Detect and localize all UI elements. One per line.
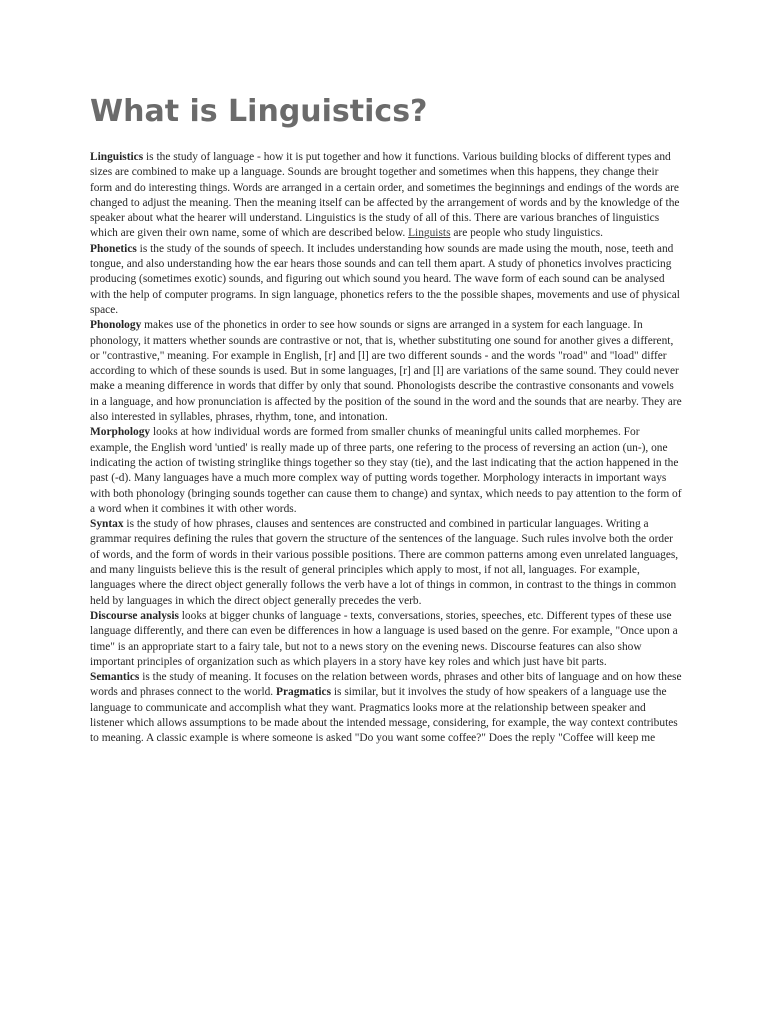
term-linguistics: Linguistics xyxy=(90,151,144,163)
term-syntax: Syntax xyxy=(90,518,124,531)
term-morphology: Morphology xyxy=(90,426,151,439)
paragraph-discourse-analysis xyxy=(90,609,682,670)
paragraph-text: is the study of language - how it is put together and how it functions. Various building blocks of different types and sizes are combined to make up a language. Sounds are brought together and sometimes when this happens, they change their form and do interesting things. Words are arranged in a certain order, and sometimes the beginnings and endings of the words are changed to adjust the meaning. Then the meaning itself can be affected by the arrangement of words and by the knowledge of the speaker about what the hearer will understand. Linguistics is the study of all of this. There are various branches of linguistics which are given their own name, some of which are described below. xyxy=(90,151,680,240)
term-phonology: Phonology xyxy=(90,319,142,332)
paragraph-morphology xyxy=(90,425,682,517)
page-title: What is Linguistics? xyxy=(90,94,428,129)
term-pragmatics: Pragmatics xyxy=(276,686,332,699)
document-body xyxy=(90,150,682,747)
paragraph-text: is the study of meaning. It focuses on the relation between words, phrases and other bits of language and on how these words and phrases connect to the world. xyxy=(90,671,682,699)
paragraph-text: makes use of the phonetics in order to see how sounds or signs are arranged in a system for each language. In phonology, it matters whether sounds are contrastive or not, that is, whether substituting one sound for another gives a different, or "contrastive," meaning. For example in English, [r] and [l] are two different sounds - and the words "road" and "load" differ according to which of these sounds is used. But in some languages, [r] and [l] are variations of the same sound. They could never make a meaning difference in words that differ by only that sound. Phonologists describe the contrastive consonants and vowels in a language, and how pronunciation is affected by the position of the sound in the word and the sounds that are nearby. They are also interested in syllables, phrases, rhythm, tone, and intonation. xyxy=(90,319,682,424)
term-semantics: Semantics xyxy=(90,671,140,684)
paragraph-phonology xyxy=(90,318,682,425)
term-discourse-analysis: Discourse analysis xyxy=(90,609,179,622)
paragraph-phonetics xyxy=(90,242,682,318)
paragraph-syntax xyxy=(90,517,682,609)
paragraph-linguistics xyxy=(90,150,682,242)
term-phonetics: Phonetics xyxy=(90,242,137,255)
paragraph-text: is similar, but it involves the study of how speakers of a language use the language to communicate and accomplish what they want. Pragmatics looks more at the relationship between speaker and listener which allows assumptions to be made about the intended message, considering, for example, the way context contributes to meaning. A classic example is where someone is asked "Do you want some coffee?" Does the reply "Coffee will keep me xyxy=(90,686,678,745)
linguists-link[interactable]: Linguists xyxy=(408,227,451,240)
paragraph-text: is the study of the sounds of speech. It includes understanding how sounds are made using the mouth, nose, teeth and tongue, and also understanding how the ear hears those sounds and can tell them apart. A study of phonetics involves practicing producing (sometimes exotic) sounds, and figuring out which sound you heard. The wave form of each sound can be analysed with the help of computer programs. In sign language, phonetics refers to the the possible shapes, movements and use of physical space. xyxy=(90,242,680,316)
paragraph-text: looks at how individual words are formed from smaller chunks of meaningful units called morphemes. For example, the English word 'untied' is really made up of three parts, one refering to the process of reversing an action (un-), one indicating the action of twisting stringlike things together so they stay (tie), and the last indicating that the action happened in the past (-d). Many languages have a much more complex way of putting words together. Morphology interacts in important ways with both phonology (bringing sounds together can cause them to change) and syntax, which needs to pay attention to the form of a word when it combines it with other words. xyxy=(90,426,682,515)
paragraph-text: is the study of how phrases, clauses and sentences are constructed and combined in particular languages. Writing a grammar requires defining the rules that govern the structure of the sentences of the language. Such rules involve both the order of words, and the form of words in their various possible positions. There are common patterns among even unrelated languages, and many linguists believe this is the result of general principles which apply to most, if not all, languages. For example, languages where the direct object generally follows the verb have a lot of things in common, in contrast to the things in common held by languages in which the direct object generally precedes the verb. xyxy=(90,518,679,607)
paragraph-text: looks at bigger chunks of language - texts, conversations, stories, speeches, etc. Different types of these use language differently, and there can even be differences in how a language is used based on the genre. For example, "Once upon a time" is an appropriate start to a fairy tale, but not to a news story on the evening news. Discourse features can also show important principles of organization such as which players in a story have key roles and which just have bit parts. xyxy=(90,609,678,668)
paragraph-text: are people who study linguistics. xyxy=(450,227,603,240)
paragraph-semantics xyxy=(90,670,682,746)
